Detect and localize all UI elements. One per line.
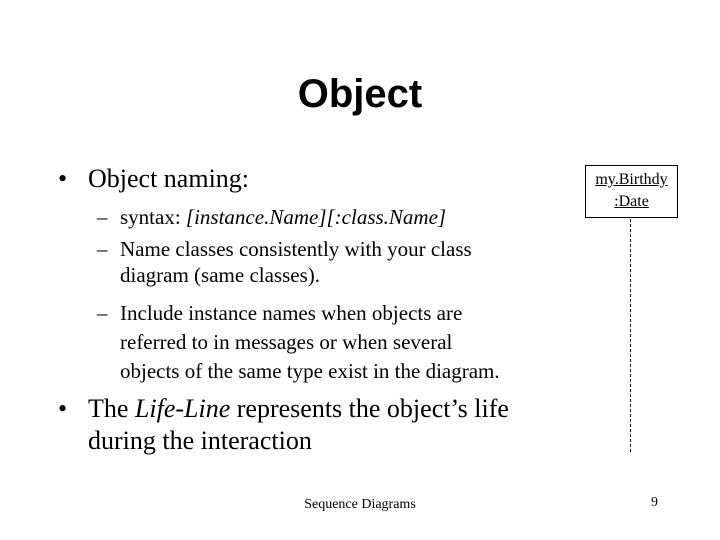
slide-footer: Sequence Diagrams [304,497,416,512]
life-line-suffix: represents the object’s life [230,394,509,423]
page-number: 9 [651,495,658,510]
slide-title: Object [297,72,423,116]
object-class-name: :Date [614,193,649,210]
subitem-line-2: diagram (same classes). [120,263,321,287]
subitem-line-2: referred to in messages or when several [120,330,453,354]
bullet-symbol: • [58,394,68,423]
bullet-symbol: • [58,164,68,193]
life-line-term: Life-Line [134,394,231,423]
subitem-line-1: Include instance names when objects are [120,301,463,325]
object-instance-name: my.Birthdy [595,171,668,188]
life-line-prefix: The [88,394,135,423]
dash-symbol: – [97,205,108,229]
subitem-line-3: objects of the same type exist in the diagram. [120,359,500,383]
bullet-text [88,393,509,424]
bullet-text-line-2: during the interaction [88,426,312,455]
syntax-value: [instance.Name][:class.Name] [185,205,447,229]
bullet-text: Object naming: [88,164,250,193]
dash-symbol: – [97,237,108,261]
subitem-text [120,204,446,230]
subitem-line-1: Name classes consistently with your class [120,237,472,261]
object-box [585,165,678,218]
object-lifeline [630,219,631,452]
dash-symbol: – [97,301,108,325]
syntax-prefix: syntax: [120,205,186,229]
